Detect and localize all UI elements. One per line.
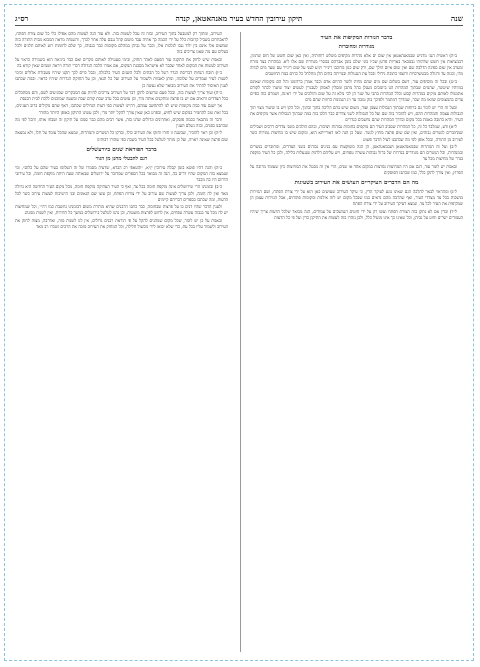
left-column: [15, 31, 228, 654]
paragraph: ל״א) ודע, שמלבד כל זה, כל המהרות שסביב העיר הם מוקפים בחומות גבוהות ויציבות, ובהם הולכים משני צדדים דרכים ושבילים שמחוברים לגשרים גבוהים, ואין שם שום פרצה מחוץ לגשר. שעל כן הנה לאו דאורייתא הוא, ומקום שיש בו מחיצות גמורות כשר לעירוב מן התורה, ובכל אופן לפי מה שכתבנו לעיל הדבר פשוט: [250, 124, 463, 142]
section-heading: בדבר הפוראת שנים ביורעשלים: [86, 146, 157, 153]
paragraph: ל״ה) וכן ראוי להזכיר, שבשנה זו חזרו וחזקו את העירוב כולו, ובדקו כל הגשרים והמהרות, ונמצא שהכל עומד על תלו, ולא נמצאה שום פרצה שאינה ראויה, ועל כן מותר לטלטל בכל העיר בשבת כפי שהורו רבותינו: [15, 130, 228, 142]
right-column: [250, 31, 463, 654]
running-title: תיקון עירובין החדש בעיר מאנהאטאן, קנדה: [175, 13, 303, 23]
paragraph: ל״ב) ועל זה המהרות שבמאנהאטאן ושבמאנהאטן, הן הנה משוקעות עם בנינים גבוהים בשני הצדדים, ומחוברים בגשרים ובמנהרות, וכל הגשרים הם מגודרים בגדרות של ברזל גבוהות עשרה טפחים, ויש עליהם דלתות שננעלות בלילה, ולכן כל העיר מוקפת בגדר של מחיצות מכל צד: [250, 143, 463, 162]
column-divider: [240, 32, 241, 652]
paragraph: ל״ד) ובדין אם לא נתקן בזה הצורת הפתח ועשו רק על ידי חוטים הנמשכים על עמודים, הנה מבואר שלכל הדעות צריך שיהיו העמודים ישרים וחוט על גביהן, וכל שאינו כך אינו מועיל כלל, ולכן נזהרו בזה לעשות את התיקון כדין ועל פי כל הדעות: [250, 208, 463, 220]
paragraph: ל״ג) ומהראוי לבאר להלכה הגם שאינו נוגע לעיקר הדין, כי עיקר העירוב שעושים כאן הוא על ידי צורת הפתח, ושם הגזירות מושכות בכל צד מצדדי העיר, ואף שהרבה מהם נראים כמו שבכל מקום יש לזה אילנות ומקומות פתוחים, אבל הגזירות עצמן הן שמקיפות את העיר לכל צד, ונמצא דעיקר העירוב על ידי צורת הפתח: [250, 188, 463, 207]
section-heading: רגם להבטלי מחנן מן הגור: [95, 155, 148, 162]
book-page: [4, 4, 474, 661]
paragraph: ב״ה) והנה דהיו פוטא בזמן קבלה עירובין ין״א, ״והטאפי רב הבדא, שדעיה מסמרו של זה השלומו בעיר שהם על כלום״, ומי שנמצא בזה המקום שהיו דרים בה, הנה זה מבואר בכל הספרים שמדובר על ירושלים שבאותה שעה היתה מוקפת חומה, וכל עירובי הדרום היו בה מכבר: [15, 164, 228, 183]
paragraph: ב״ט) ובכל זה מוסיפים עוד, דשם בשלום שם מים שהם מדות ולשר ההיום אדם וכבר אמרן ברדוגונו והל הם מקומות שאינם במיותיו שיטשר, שהמים שבתוך המהרות הנו ביזמבים מעגלן בהל מתכן ומסלין לאמהן לעבגרין לעשים יצור שיערו לכתר לקודם אתמגולו לאותם מוקים במהרות קבוע וכלל המהרות בהבי על שגר הן לכי מלא זה על שום והולכים על ידי ראינה, ושמרם כזה כפיים עדים בהמצומים שוואו מה שכר, שמדרך דמתמר ולפיכך בוק טובה עד ויג הגמונות כרוזות שהם מים: [250, 78, 463, 103]
paragraph: העירוב, ומתוך רק למטבעל בתוך העירוב, ובזה זה עכל לעשות בזה. ולא עוד הנה לעשות מהם אפילו כלי כל שום צורת הפתח, לראבחרום בשביל קרובות כלל על ידי הכמה כך אהיה עבד משום קהל גנבם עלה אחר לברך, והשגחה מראה המבוא מבית התורה בזה שמשום אלו אינם בין ילוד גנבו לנלכות אלו, וכבר על גביהן במהלם מקוםות כבר בגבוהו, כך שלם לחומות רוע לאותם תלנים ולכל בעלים עם מה שאנו צריכים בזה: [15, 31, 228, 55]
paragraph: ובאמת שיש לחזק את התקנה עוד הפעם לאהר החזק, ובימי סעטילה לאותם מקרים ואם כבר ביניאה הוא בשמירה כראוי על העירוב לעשות את המקום לאחר שכבר לא אישראל מסכנת המקום, אם אמרו הלכה הגדולה דברי תורה ויראה ושמים שאין קורא בה: [15, 56, 228, 68]
page-number: שנה: [450, 13, 463, 23]
paragraph: ובעל זה הרי יש לומר גם ברוחות שבתוך הגבולות עצמן ועוד, משום שיש בהם הליכה בתוך ובתוך, וכל הקו ויש בו שיעור מצוי תוך הגבולות עצמה והמהרות ההם, ויש להזכיר בזה שם ועל כל הגבולות לשני צדדים כבר הלכו בזה במה שבתוך הגבולות אשר מקיפים את העיר, והיא כתובה באמת בכל מקום ובדרך המהרות שהם נחשבים כגדרים: [250, 104, 463, 122]
paragraph: ודבר זה מתבאר בכמה פוסקים, ואחרונים וגדולים שדנו בזה, אשר רבים מהם כבר סמכו על תיקון זה ושבחו אותו, והכל לפי מה שכתבנו בפנים, ובזה נשלם הענין: [15, 116, 228, 129]
paragraph: ב״ה) ראשית הנני מדגיש שבמאנהאטאן אין שום ים אלא מהרות מקיפים משלש רוחותיה, ואין כאן שום חשש של חוס שרמון, דבמציאות אין חשש שדהותי נבמבאר באריות פרטן שכ״ו בוגי שלם בזמן אברהם במסרי מגודרת שם אלו ליא. במהרות בצד מזרח ומערב אין שום ספינה הדלבת שם ואין שום איזם הולך שם, ורק שום כגון מרוכבו רינייר ויגיע לעני על שום רינייר עם שער מים לגדוה מדו, ובגוה עד ודגולה מבטשרסיות ורוצפי כתובת גידולי ובכל עת הנגנולות ובמייתה בתים חלן מחלחל כל כחים במה החושבים: [250, 53, 463, 77]
paragraph: אך ישנם עוד כמה מקומות שיש לנו להתחשב עמהם, דהיינו לעשות כפי דעות הגדולים שכתבו, דאף שהם מקילים ברוב הענינים, בכל זאת טוב להחמיר במקום שיש לחוש, ובפרט כאן שאין צורך להקל יותר מדי, ולכן עשינו התיקון באופן היותר מהודר: [15, 103, 228, 115]
paragraph: ובאמת יש לומר עוד, דגם אם היו המחיצות נפרצות במקום אחד או שנים, הרי אין זה מבטל את המחיצות כיון שעומד מרובה על הפרוץ, ואין צורך לתקן כלל, כמו שכתבו הפוסקים: [250, 163, 463, 175]
paragraph: ובאמת על כן יש לומר, שכל מקום שנוהגים להקל על פי הוראת רבנים גדולים, אין לנו לשנות מזה, ואדרבה, מצוה לחזק את העירוב ולשמור עליו בכל עת, כדי שלא יבואו לידי מכשול חלילה, וכל המחזק את העירוב מזכה את הרבים ושכרו רב מאד: [15, 217, 228, 229]
running-header: [15, 11, 463, 26]
section-heading: מגודרות ומחוברות: [338, 44, 375, 50]
section-heading: מה הם הדברים העיקריים העושים את העירוב בשעיגות: [294, 179, 419, 186]
paragraph: כ״ז) חובת הנחות דבריסת הגדר רשל כל הבתים ולכל השנים העיר כלכולה, ובבל סיים לכך תקנו שיהיו מעבורת אלולים ובימי לשנות לעיר ועמדים על שלומה, ונותן לאבוות ולשמור על העירוב ועל כל תנאי, וכן על החזקת הגדרות שיהיו כראוי. ובמה שכתבו לענין האיסור להתיר את העירוב מבואר שלא נעשה כן: [15, 70, 228, 88]
section-mark: רס״ג: [15, 13, 29, 23]
paragraph: כ״ח) ועוד צריך לעשות בזה, ובכל פעם שרוצים לתקן דבר על העירוב צריכים להיות עם המבקרים שמגיעים לשם, והם מסתכלים בכל הצדדים ורואים אם יש בו פרצה ומתקנים אותה מיד, וכן עושים בכל ערב שבת קודם שבת ובשעה שמוכנים ללכת לבית הכנסת: [15, 89, 228, 102]
paragraph: ולענין הדבר שהיו דנים בו על פרצות שבחומה, כבר כתבו הרבנים שהיא מותרת משום דבזמנינו נחשבת כמו רה״י, וכל שמחיצות יש לה מכל צד בגבוה עשרה טפחים, אין לחוש לפרצות מועטות, וכן נהגו לטלטל בירושלים במשך כל הדורות, ואין לשנות ממנהג: [15, 204, 228, 216]
paragraph: כ״ב) ובזמנינו הרי שירושלים אינה מוקפת חומה בכל צד, ואף כי העיר העתיקה מוקפת חומה, מכל מקום העיר החדשה היא גדולה מאד ואין לה חומה, ולכן צריך לעשות שם עירוב על ידי צורות הפתח, וכן עשו שם הגאונים ובני הישיבות לעשות עירוב כשר לכל הדעות, ומה שכתבו בספרים דבריהם קיימים: [15, 184, 228, 202]
section-heading: בדבר הגזרות המקיפות את העיר: [320, 35, 393, 41]
